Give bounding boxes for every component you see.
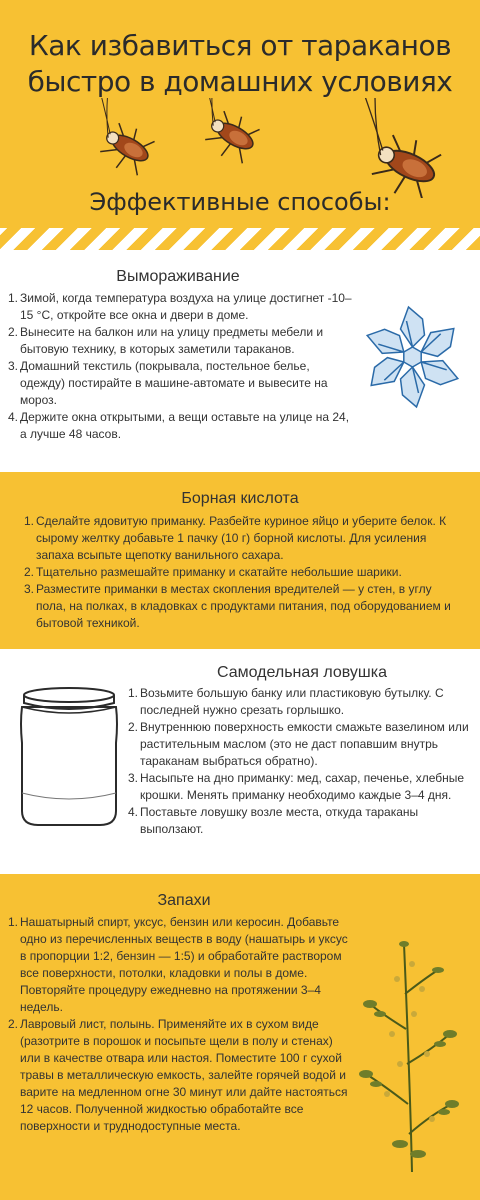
- list-item: 2. Тщательно размешайте приманку и скатайте небольшие шарики.: [24, 565, 402, 579]
- cockroaches-illustration: [0, 98, 480, 198]
- list-item: 3. Насыпьте на дно приманку: мед, сахар, печенье, хлебные крошки. Менять приманку необходимо каждые 3–4 дня.: [128, 771, 465, 802]
- list-item: 1. Нашатырный спирт, уксус, бензин или керосин. Добавьте одно из перечисленных веществ в воду (нашатырь и уксус в пропорции 1:2, бензин — 1:5) и обработайте раствором все поверхности, потолки, кладовки и полы в доме. Повторяйте процедуру ежедневно на протяжении 3–4 недель.: [8, 915, 348, 1014]
- section-title: Вымораживание: [116, 268, 240, 285]
- striped-divider: [0, 228, 480, 250]
- title-line-1: Как избавиться от тараканов: [28, 29, 452, 62]
- wormwood-plant-icon: [352, 934, 472, 1174]
- list-item: 1. Зимой, когда температура воздуха на улице достигнет -10–15 °С, откройте все окна и двери в доме.: [8, 291, 352, 322]
- section-smells: [0, 874, 480, 1200]
- list-item: 4. Держите окна открытыми, а вещи оставьте на улице на 24, а лучше 48 часов.: [8, 410, 350, 441]
- list-item: 3. Домашний текстиль (покрывала, постельное белье, одежду) постирайте в машине-автомате и вывесите на мороз.: [8, 359, 328, 407]
- section-homemade-trap: [0, 649, 480, 874]
- title-line-2: быстро в домашних условиях: [27, 65, 453, 98]
- methods-subtitle: Эффективные способы:: [89, 188, 391, 216]
- section-freezing: [0, 250, 480, 472]
- cockroach-1: [66, 98, 169, 179]
- list-item: 4. Поставьте ловушку возле места, откуда тараканы выползают.: [128, 805, 419, 836]
- list-item: 1. Сделайте ядовитую приманку. Разбейте куриное яйцо и уберите белок. К сырому желтку добавьте 1 пачку (10 г) борной кислоты. Для усиления запаха всыпьте щепотку ванильного сахара.: [24, 514, 447, 562]
- jar-icon: [16, 683, 122, 829]
- list-item: 2. Лавровый лист, полынь. Применяйте их в сухом виде (разотрите в порошок и посыпьте щели в полу и стенах) или в качестве отвара или настоя. Поместите 100 г сухой травы в металлическую емкость, залейте горячей водой и варите на медленном огне 30 минут или дайте настояться 12 часов. Полученной жидкостью обработайте все поверхности и труднодоступные места.: [8, 1017, 348, 1133]
- snowflake-icon: [355, 302, 470, 412]
- list-item: 2. Вынесите на балкон или на улицу предметы мебели и бытовую технику, в которых заметили тараканов.: [8, 325, 324, 356]
- list-item: 1. Возьмите большую банку или пластиковую бутылку. С последней нужно срезать горлышко.: [128, 686, 444, 717]
- section-boric-acid: [0, 472, 480, 649]
- trap-steps-list: [128, 685, 474, 838]
- list-item: 3. Разместите приманки в местах скопления вредителей — у стен, в углу пола, на полках, в кладовках с продуктами питания, под оборудованием и бытовой техникой.: [24, 582, 451, 630]
- freezing-steps-list: [8, 290, 353, 443]
- section-title: Запахи: [157, 892, 211, 909]
- header-banner: [0, 0, 480, 250]
- cockroach-2: [171, 98, 274, 167]
- page-title: [0, 28, 480, 100]
- smells-steps-list: [8, 914, 348, 1135]
- section-title: Борная кислота: [181, 490, 299, 507]
- list-item: 2. Внутреннюю поверхность емкости смажьте вазелином или растительным маслом (это не даст попавшим внутрь тараканам выбраться обратно).: [128, 720, 469, 768]
- section-title: Самодельная ловушка: [216, 664, 388, 681]
- cockroach-3: [326, 98, 458, 198]
- boric-acid-steps-list: [24, 513, 464, 632]
